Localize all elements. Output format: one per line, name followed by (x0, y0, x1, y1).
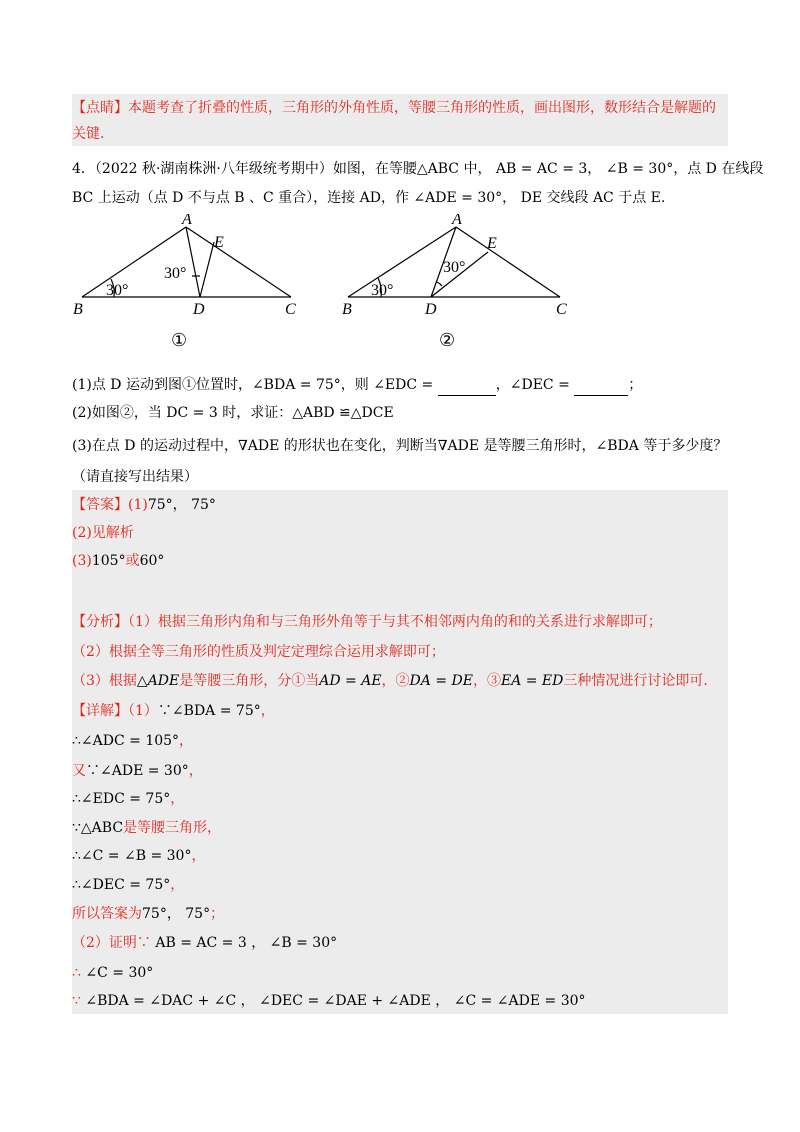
detail-3c: ， (188, 763, 203, 779)
fig2-label-d: D (425, 301, 437, 318)
analysis-line-2: （2）根据全等三角形的性质及判定定理综合运用求解即可； (72, 644, 445, 660)
answer-blank-edc[interactable] (438, 380, 496, 396)
detail-1a: （1） (128, 703, 158, 719)
answer-3-or: 或 (125, 553, 140, 569)
detail-line-7 (72, 874, 728, 896)
analysis-3b: △ADE (136, 673, 180, 689)
tip-line-1 (72, 97, 728, 119)
detail-10a: ∴ (72, 965, 81, 981)
detail-line-5 (72, 817, 728, 839)
analysis-3i: 三种情况进行讨论即可. (563, 673, 708, 689)
analysis-line-1 (72, 611, 728, 633)
detail-line-1 (72, 700, 728, 722)
fig2-caption: ② (439, 330, 456, 350)
question-1-text: (1)点 D 运动到图①位置时，∠BDA = 75°，则 ∠EDC = (72, 377, 434, 393)
answer-blank-dec[interactable] (574, 380, 628, 396)
analysis-3f: DA = DE (409, 673, 473, 689)
tip-label: 【点睛】 (72, 100, 128, 116)
fig1-label-a: A (182, 214, 192, 228)
answer-3-num: (3) (72, 553, 92, 569)
analysis-3e: ，② (381, 673, 410, 689)
question-3: (3)在点 D 的运动过程中，∇ADE 的形状也在变化，判断当∇ADE 是等腰三角形时，∠BDA 等于多少度？ (72, 438, 728, 454)
fig1-label-c: C (285, 301, 296, 318)
analysis-3a: （3）根据 (72, 673, 137, 689)
answer-line-3 (72, 550, 728, 572)
detail-3b: ∵∠ADE = 30° (86, 763, 189, 779)
detail-5a: ∵△ABC (72, 820, 124, 836)
detail-2b: ， (179, 733, 194, 749)
detail-label: 【详解】 (72, 703, 128, 719)
fig2-label-c: C (556, 301, 567, 318)
detail-4b: ， (170, 791, 185, 807)
analysis-3c: 是等腰三角形，分①当 (179, 673, 320, 689)
answer-3-value-1: 105° (91, 553, 126, 569)
fig1-angle-b: 30° (106, 282, 129, 299)
fig1-caption: ① (171, 330, 188, 350)
problem-line-2: BC 上运动（点 D 不与点 B 、C 重合），连接 AD，作 ∠ADE = 30°， DE 交线段 AC 于点 E. (72, 190, 666, 206)
detail-1c: ， (260, 703, 275, 719)
detail-6b: ， (191, 848, 206, 864)
fig2-angle-b: 30° (371, 282, 394, 299)
detail-5b: 是等腰三角形， (123, 820, 222, 836)
detail-8a: 所以答案为 (72, 906, 142, 922)
analysis-label: 【分析】 (72, 614, 128, 630)
question-1-mid: ，∠DEC = (495, 377, 570, 393)
fig2-label-b: B (342, 301, 352, 318)
question-1-end: ； (628, 377, 643, 393)
detail-line-4 (72, 788, 728, 810)
tip-line-2: 关键. (72, 126, 105, 142)
analysis-line-3 (72, 670, 728, 692)
tip-text-1: 本题考查了折叠的性质，三角形的外角性质，等腰三角形的性质，画出图形，数形结合是解题的 (128, 100, 716, 116)
problem-line-1: 4．（2022 秋·湖南株洲·八年级统考期中）如图，在等腰△ABC 中， AB = AC = 3， ∠B = 30°，点 D 在线段 (72, 161, 764, 177)
detail-6a: ∴∠C = ∠B = 30° (72, 848, 192, 864)
question-1 (72, 374, 728, 396)
detail-line-11 (72, 990, 728, 1012)
fig2-angle-d: 30° (443, 259, 466, 276)
analysis-3h: EA = ED (500, 673, 564, 689)
detail-line-8 (72, 903, 728, 925)
fig2-label-e: E (487, 235, 497, 252)
detail-9a: （2）证明 (72, 935, 137, 951)
detail-line-3 (72, 760, 728, 782)
answer-3-value-2: 60° (139, 553, 165, 569)
detail-line-6 (72, 845, 728, 867)
figure-2 (338, 214, 578, 354)
detail-line-9 (72, 932, 728, 954)
detail-4a: ∴∠EDC = 75° (72, 791, 171, 807)
fig1-label-d: D (193, 301, 205, 318)
answer-line-2: (2)见解析 (72, 525, 134, 541)
detail-2a: ∴∠ADC = 105° (72, 733, 180, 749)
detail-3a: 又 (72, 763, 86, 779)
detail-11a: ∵ (72, 993, 81, 1009)
fig1-label-b: B (73, 301, 83, 318)
detail-9c: AB = AC = 3 ， ∠B = 30° (150, 935, 338, 951)
figure-1 (70, 214, 310, 354)
detail-8b: 75°， 75° (142, 906, 211, 922)
analysis-text-1: （1）根据三角形内角和与三角形外角等于与其不相邻两内角的和的关系进行求解即可； (128, 614, 662, 630)
analysis-3g: ，③ (472, 673, 501, 689)
detail-10b: ∠C = 30° (80, 965, 154, 981)
answer-line-1 (72, 494, 728, 516)
detail-9b: ∵ (136, 935, 151, 951)
detail-1b: ∵∠BDA = 75° (157, 703, 261, 719)
answer-1-num: (1) (128, 497, 148, 513)
analysis-3d: AD = AE (319, 673, 382, 689)
detail-line-10 (72, 962, 728, 984)
fig1-angle-d: 30° (164, 265, 187, 282)
fig2-label-a: A (452, 214, 462, 228)
answer-1-value: 75°， 75° (147, 497, 216, 513)
question-note: （请直接写出结果） (72, 469, 198, 485)
detail-7a: ∴∠DEC = 75° (72, 877, 171, 893)
fig1-label-e: E (214, 234, 224, 251)
question-2: (2)如图②，当 DC = 3 时，求证：△ABD ≌△DCE (72, 405, 394, 421)
detail-8c: ； (210, 906, 225, 922)
detail-7b: ， (170, 877, 185, 893)
answer-label: 【答案】 (72, 497, 128, 513)
detail-11b: ∠BDA = ∠DAC + ∠C ， ∠DEC = ∠DAE + ∠ADE ， ∠C = ∠ADE = 30° (80, 993, 586, 1009)
detail-line-2 (72, 730, 728, 752)
